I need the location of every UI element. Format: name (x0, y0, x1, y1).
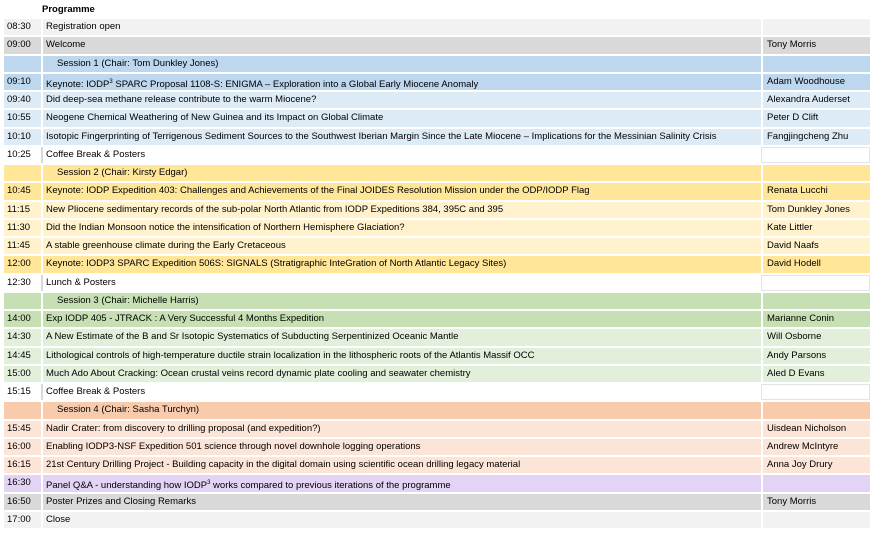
speaker-cell: Tom Dunkley Jones (761, 202, 870, 218)
title-cell: Session 4 (Chair: Sasha Turchyn) (41, 402, 761, 418)
table-row (4, 238, 870, 254)
time-cell: 16:30 (4, 475, 41, 491)
programme-rows (4, 19, 870, 528)
table-row (4, 421, 870, 437)
time-cell: 10:25 (4, 147, 41, 163)
table-row (4, 37, 870, 53)
table-row (4, 439, 870, 455)
speaker-cell (761, 293, 870, 309)
time-cell: 14:45 (4, 348, 41, 364)
table-row (4, 92, 870, 108)
time-cell: 12:00 (4, 256, 41, 272)
table-row (4, 457, 870, 473)
time-cell: 09:40 (4, 92, 41, 108)
speaker-cell (761, 384, 870, 400)
time-cell: 14:30 (4, 329, 41, 345)
table-row (4, 110, 870, 126)
time-cell: 16:15 (4, 457, 41, 473)
speaker-cell: Uisdean Nicholson (761, 421, 870, 437)
title-cell: Neogene Chemical Weathering of New Guinea and its Impact on Global Climate (41, 110, 761, 126)
time-cell: 11:30 (4, 220, 41, 236)
time-cell: 16:00 (4, 439, 41, 455)
time-cell (4, 293, 41, 309)
speaker-cell: David Hodell (761, 256, 870, 272)
table-row (4, 19, 870, 35)
title-cell: Panel Q&A - understanding how IODP$^3$ works compared to previous iterations of the programme (41, 475, 761, 491)
title-cell: A New Estimate of the B and Sr Isotopic Systematics of Subducting Serpentinized Oceanic Mantle (41, 329, 761, 345)
speaker-cell: Kate Littler (761, 220, 870, 236)
title-cell: Welcome (41, 37, 761, 53)
speaker-cell: Andrew McIntyre (761, 439, 870, 455)
speaker-cell: Andy Parsons (761, 348, 870, 364)
speaker-cell (761, 275, 870, 291)
title-cell: Session 2 (Chair: Kirsty Edgar) (41, 165, 761, 181)
time-cell (4, 402, 41, 418)
speaker-cell (761, 56, 870, 72)
time-cell: 10:55 (4, 110, 41, 126)
speaker-cell: David Naafs (761, 238, 870, 254)
time-cell: 16:50 (4, 494, 41, 510)
time-cell: 14:00 (4, 311, 41, 327)
time-cell: 17:00 (4, 512, 41, 528)
title-cell: Poster Prizes and Closing Remarks (41, 494, 761, 510)
time-cell: 15:00 (4, 366, 41, 382)
table-row (4, 512, 870, 528)
time-cell: 12:30 (4, 275, 41, 291)
table-row (4, 202, 870, 218)
table-row (4, 329, 870, 345)
time-cell: 11:15 (4, 202, 41, 218)
speaker-cell (761, 165, 870, 181)
speaker-cell: Anna Joy Drury (761, 457, 870, 473)
table-row (4, 348, 870, 364)
table-row (4, 129, 870, 145)
table-row (4, 494, 870, 510)
title-cell: A stable greenhouse climate during the Early Cretaceous (41, 238, 761, 254)
title-cell: Close (41, 512, 761, 528)
time-cell: 09:00 (4, 37, 41, 53)
break-row (4, 147, 870, 163)
session-header-row (4, 293, 870, 309)
title-cell: Exp IODP 405 - JTRACK : A Very Successful 4 Months Expedition (41, 311, 761, 327)
speaker-cell: Marianne Conin (761, 311, 870, 327)
time-cell: 15:15 (4, 384, 41, 400)
title-cell: Keynote: IODP$^3$ SPARC Proposal 1108-S: ENIGMA – Exploration into a Global Early Miocene Anomaly (41, 74, 761, 90)
title-cell: Did deep-sea methane release contribute to the warm Miocene? (41, 92, 761, 108)
speaker-cell (761, 475, 870, 491)
speaker-cell (761, 512, 870, 528)
speaker-cell (761, 19, 870, 35)
speaker-cell: Fangjingcheng Zhu (761, 129, 870, 145)
time-cell: 09:10 (4, 74, 41, 90)
title-cell: Nadir Crater: from discovery to drilling proposal (and expedition?) (41, 421, 761, 437)
title-cell: New Pliocene sedimentary records of the sub-polar North Atlantic from IODP Expeditions 384, 395C and 395 (41, 202, 761, 218)
table-row (4, 311, 870, 327)
table-row (4, 256, 870, 272)
title-cell: Much Ado About Cracking: Ocean crustal veins record dynamic plate cooling and seawater chemistry (41, 366, 761, 382)
speaker-cell: Alexandra Auderset (761, 92, 870, 108)
title-cell: Session 1 (Chair: Tom Dunkley Jones) (41, 56, 761, 72)
title-cell: Keynote: IODP Expedition 403: Challenges and Achievements of the Final JOIDES Resolution Mission under the ODP/IODP Flag (41, 183, 761, 199)
title-cell: Lithological controls of high-temperature ductile strain localization in the lithospheric roots of the Atlantis Massif OCC (41, 348, 761, 364)
table-row (4, 183, 870, 199)
time-cell (4, 56, 41, 72)
time-cell: 08:30 (4, 19, 41, 35)
break-row (4, 275, 870, 291)
title-cell: Registration open (41, 19, 761, 35)
title-cell: Enabling IODP3-NSF Expedition 501 science through novel downhole logging operations (41, 439, 761, 455)
break-row (4, 384, 870, 400)
speaker-cell: Adam Woodhouse (761, 74, 870, 90)
time-cell (4, 165, 41, 181)
programme-heading: Programme (42, 4, 95, 15)
programme-table (4, 0, 870, 530)
table-row (4, 220, 870, 236)
table-row (4, 475, 870, 491)
speaker-cell: Renata Lucchi (761, 183, 870, 199)
speaker-cell (761, 402, 870, 418)
title-cell: Coffee Break & Posters (41, 147, 761, 163)
session-header-row (4, 165, 870, 181)
title-cell: Did the Indian Monsoon notice the intensification of Northern Hemisphere Glaciation? (41, 220, 761, 236)
title-cell: 21st Century Drilling Project - Building capacity in the digital domain using scientific ocean drilling legacy material (41, 457, 761, 473)
session-header-row (4, 56, 870, 72)
speaker-cell: Aled D Evans (761, 366, 870, 382)
title-cell: Isotopic Fingerprinting of Terrigenous Sediment Sources to the Southwest Iberian Margin Since the Late Miocene – Implications for the Messinian Salinity Crisis (41, 129, 761, 145)
title-cell: Keynote: IODP3 SPARC Expedition 506S: SIGNALS (Stratigraphic InteGration of North Atlantic Legacy Sites) (41, 256, 761, 272)
time-cell: 11:45 (4, 238, 41, 254)
title-cell: Coffee Break & Posters (41, 384, 761, 400)
title-cell: Session 3 (Chair: Michelle Harris) (41, 293, 761, 309)
table-row (4, 366, 870, 382)
speaker-cell: Will Osborne (761, 329, 870, 345)
speaker-cell (761, 147, 870, 163)
session-header-row (4, 402, 870, 418)
title-cell: Lunch & Posters (41, 275, 761, 291)
table-row (4, 74, 870, 90)
time-cell: 15:45 (4, 421, 41, 437)
speaker-cell: Peter D Clift (761, 110, 870, 126)
speaker-cell: Tony Morris (761, 494, 870, 510)
speaker-cell: Tony Morris (761, 37, 870, 53)
time-cell: 10:10 (4, 129, 41, 145)
time-cell: 10:45 (4, 183, 41, 199)
